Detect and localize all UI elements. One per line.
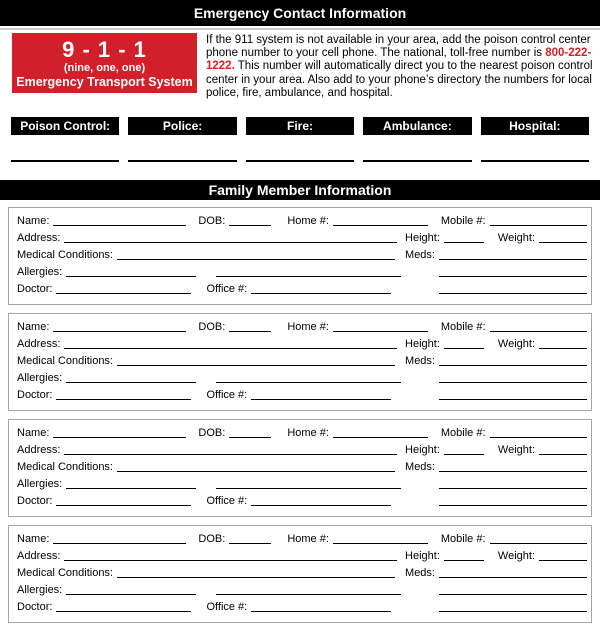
meds-label: Meds: [405,461,435,474]
address-label: Address: [17,232,61,245]
address-label: Address: [17,338,61,351]
emergency-section-title: Emergency Contact Information [193,5,407,21]
office-phone-label: Office #: [206,495,248,508]
name-label: Name: [17,533,50,546]
name-line[interactable] [53,437,186,438]
height-line[interactable] [444,348,484,349]
office-phone-label: Office #: [206,283,248,296]
weight-label: Weight: [497,232,535,245]
address-line[interactable] [64,242,397,243]
member-row-medical [17,246,587,263]
meds-line[interactable] [439,471,587,472]
name-line[interactable] [53,543,186,544]
medical-conditions-line[interactable] [117,259,395,260]
member-row-address [17,547,587,564]
mobile-phone-label: Mobile #: [440,427,486,440]
meds-line-3[interactable] [439,399,587,400]
allergies-label: Allergies: [17,584,63,597]
office-phone-line[interactable] [251,611,391,612]
weight-line[interactable] [539,242,587,243]
height-line[interactable] [444,454,484,455]
member-row-name [17,318,587,335]
meds-line-3[interactable] [439,505,587,506]
mobile-phone-label: Mobile #: [440,533,486,546]
name-line[interactable] [53,225,186,226]
instructions-text-after: This number will automatically direct you to the nearest poison control center in your area. Also add to your phone’s directory the numbers for local police, fire, ambulance, and hospital. [206,60,593,99]
medical-conditions-line[interactable] [117,577,395,578]
family-member-card [8,419,592,517]
office-phone-line[interactable] [251,505,391,506]
height-label: Height: [405,444,440,457]
allergies-label: Allergies: [17,372,63,385]
dob-label: DOB: [198,321,226,334]
member-row-doctor [17,492,587,509]
mobile-phone-label: Mobile #: [440,321,486,334]
weight-label: Weight: [497,444,535,457]
meds-line[interactable] [439,259,587,260]
home-phone-line[interactable] [333,543,428,544]
office-phone-label: Office #: [206,389,248,402]
member-row-allergies [17,475,587,492]
home-phone-label: Home #: [287,215,329,228]
home-phone-line[interactable] [333,437,428,438]
allergies-line-2[interactable] [216,276,401,277]
contact-label-hospital: Hospital: [481,117,589,135]
office-phone-label: Office #: [206,601,248,614]
contact-line-poison-control[interactable] [11,160,119,162]
name-line[interactable] [53,331,186,332]
emergency-contacts-labels [11,117,589,135]
contact-label-ambulance: Ambulance: [363,117,471,135]
office-phone-line[interactable] [251,399,391,400]
member-row-doctor [17,386,587,403]
contact-line-hospital[interactable] [481,160,589,162]
allergies-line-2[interactable] [216,594,401,595]
member-row-address [17,229,587,246]
dob-label: DOB: [198,215,226,228]
height-label: Height: [405,550,440,563]
meds-label: Meds: [405,567,435,580]
height-line[interactable] [444,560,484,561]
doctor-line[interactable] [56,505,191,506]
member-row-medical [17,564,587,581]
emergency-number: 9 - 1 - 1 [62,37,147,62]
instructions-text-before: If the 911 system is not available in your area, add the poison control center phone number to your cell phone. The national, toll-free number is [206,34,591,60]
medical-conditions-label: Medical Conditions: [17,461,113,474]
emergency-contacts-fill-lines [11,160,589,162]
member-row-name [17,212,587,229]
member-row-medical [17,458,587,475]
member-row-doctor [17,280,587,297]
allergies-line[interactable] [66,276,196,277]
dob-line[interactable] [229,437,271,438]
medical-conditions-line[interactable] [117,365,395,366]
doctor-label: Doctor: [17,495,53,508]
meds-label: Meds: [405,355,435,368]
dob-label: DOB: [198,427,226,440]
meds-line[interactable] [439,365,587,366]
family-member-card [8,313,592,411]
weight-line[interactable] [539,348,587,349]
office-phone-line[interactable] [251,293,391,294]
poison-control-phone-number: 800-222-1222. [206,47,592,73]
allergies-line-2[interactable] [216,382,401,383]
allergies-line[interactable] [66,382,196,383]
address-label: Address: [17,550,61,563]
allergies-line[interactable] [66,594,196,595]
contact-line-police[interactable] [128,160,236,162]
meds-line-3[interactable] [439,293,587,294]
mobile-phone-line[interactable] [490,331,587,332]
doctor-label: Doctor: [17,389,53,402]
poison-control-instructions [206,33,594,100]
allergies-label: Allergies: [17,266,63,279]
family-members-list [8,207,592,623]
weight-line[interactable] [539,454,587,455]
meds-label: Meds: [405,249,435,262]
dob-label: DOB: [198,533,226,546]
intro-row [12,33,594,100]
home-phone-label: Home #: [287,533,329,546]
doctor-label: Doctor: [17,283,53,296]
family-member-card [8,207,592,305]
member-row-address [17,335,587,352]
member-row-name [17,530,587,547]
height-label: Height: [405,338,440,351]
member-row-name [17,424,587,441]
member-row-allergies [17,369,587,386]
meds-line-2[interactable] [439,594,587,595]
weight-label: Weight: [497,338,535,351]
allergies-line-2[interactable] [216,488,401,489]
member-row-address [17,441,587,458]
dob-line[interactable] [229,543,271,544]
emergency-transport-caption: Emergency Transport System [16,75,193,89]
meds-line-2[interactable] [439,488,587,489]
contact-line-fire[interactable] [246,160,354,162]
allergies-label: Allergies: [17,478,63,491]
family-section-header [0,180,600,200]
contact-label-fire: Fire: [246,117,354,135]
member-row-allergies [17,263,587,280]
weight-label: Weight: [497,550,535,563]
name-label: Name: [17,215,50,228]
home-phone-label: Home #: [287,427,329,440]
name-label: Name: [17,321,50,334]
contact-label-police: Police: [128,117,236,135]
member-row-medical [17,352,587,369]
mobile-phone-line[interactable] [490,225,587,226]
medical-conditions-label: Medical Conditions: [17,355,113,368]
meds-line-2[interactable] [439,382,587,383]
name-label: Name: [17,427,50,440]
doctor-line[interactable] [56,611,191,612]
home-phone-label: Home #: [287,321,329,334]
family-section-title: Family Member Information [208,182,392,199]
address-line[interactable] [64,560,397,561]
weight-line[interactable] [539,560,587,561]
emergency-section-header [0,0,600,26]
call-911-box [12,33,197,93]
address-line[interactable] [64,348,397,349]
dob-line[interactable] [229,225,271,226]
allergies-line[interactable] [66,488,196,489]
doctor-line[interactable] [56,399,191,400]
mobile-phone-line[interactable] [490,437,587,438]
address-line[interactable] [64,454,397,455]
medical-conditions-line[interactable] [117,471,395,472]
mobile-phone-line[interactable] [490,543,587,544]
medical-conditions-label: Medical Conditions: [17,567,113,580]
mobile-phone-label: Mobile #: [440,215,486,228]
height-label: Height: [405,232,440,245]
member-row-doctor [17,598,587,615]
meds-line-2[interactable] [439,276,587,277]
doctor-line[interactable] [56,293,191,294]
contact-label-poison-control: Poison Control: [11,117,119,135]
doctor-label: Doctor: [17,601,53,614]
medical-conditions-label: Medical Conditions: [17,249,113,262]
emergency-number-words: (nine, one, one) [63,62,146,74]
address-label: Address: [17,444,61,457]
family-member-card [8,525,592,623]
contact-line-ambulance[interactable] [363,160,471,162]
height-line[interactable] [444,242,484,243]
meds-line[interactable] [439,577,587,578]
home-phone-line[interactable] [333,225,428,226]
member-row-allergies [17,581,587,598]
meds-line-3[interactable] [439,611,587,612]
dob-line[interactable] [229,331,271,332]
home-phone-line[interactable] [333,331,428,332]
header-divider [0,28,600,30]
